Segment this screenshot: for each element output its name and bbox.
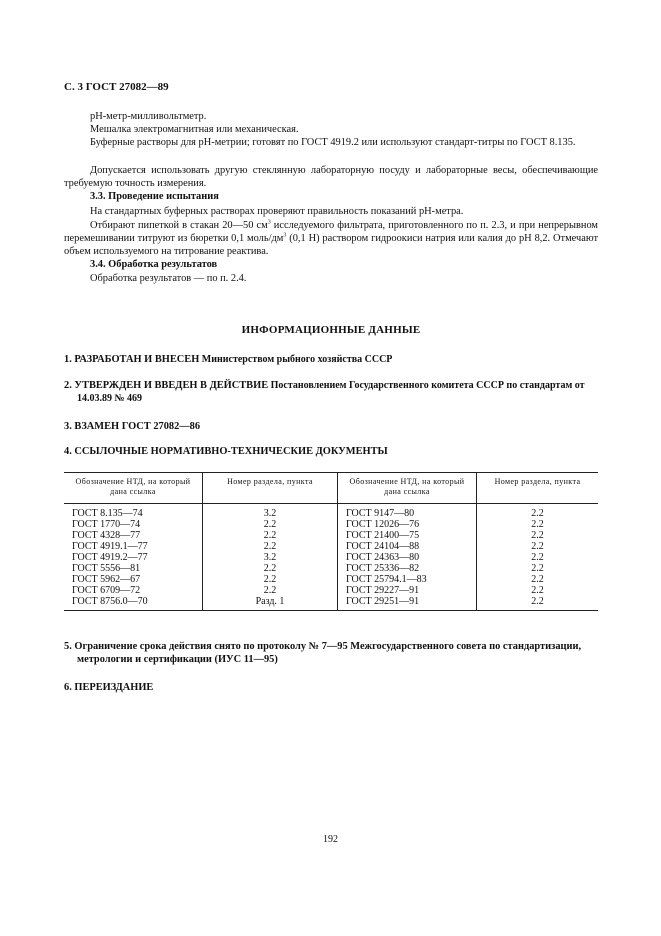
reference-table xyxy=(64,472,598,611)
info-item-4: 4. ССЫЛОЧНЫЕ НОРМАТИВНО-ТЕХНИЧЕСКИЕ ДОКУМЕНТЫ xyxy=(64,446,388,457)
table-row xyxy=(64,519,598,530)
table-cell: 2.2 xyxy=(477,596,599,611)
page-header: С. 3 ГОСТ 27082—89 xyxy=(64,81,169,93)
table-row xyxy=(64,585,598,596)
table-row xyxy=(64,530,598,541)
table-cell: 2.2 xyxy=(203,585,338,596)
body-line: рН-метр-милливольтметр. xyxy=(90,111,207,122)
table-cell: 2.2 xyxy=(203,541,338,552)
table-cell: 3.2 xyxy=(203,504,338,520)
table-cell: 2.2 xyxy=(203,563,338,574)
table-cell: ГОСТ 24104—88 xyxy=(338,541,477,552)
table-row xyxy=(64,596,598,611)
table-cell: ГОСТ 24363—80 xyxy=(338,552,477,563)
table-row xyxy=(64,541,598,552)
table-cell: ГОСТ 25794.1—83 xyxy=(338,574,477,585)
table-cell: ГОСТ 1770—74 xyxy=(72,519,141,530)
table-header: Номер раздела, пункта xyxy=(477,473,599,504)
table-cell: 2.2 xyxy=(477,552,599,563)
body-line: На стандартных буферных растворах проверяют правильность показаний рН-метра. xyxy=(90,206,464,217)
body-line: Обработка результатов — по п. 2.4. xyxy=(90,273,247,284)
info-item-6: 6. ПЕРЕИЗДАНИЕ xyxy=(64,682,154,693)
section-heading: 3.3. Проведение испытания xyxy=(90,191,219,202)
table-cell: ГОСТ 8756.0—70 xyxy=(64,596,203,611)
table-header: Обозначение НТД, на который дана ссылка xyxy=(338,473,477,504)
table-cell: 2.2 xyxy=(477,530,599,541)
table-cell: ГОСТ 25336—82 xyxy=(338,563,477,574)
body-paragraph: Допускается использовать другую стеклянную лабораторную посуду и лабораторные весы, обеспечивающие требуемую точность измерения. xyxy=(64,165,598,189)
table-cell: 2.2 xyxy=(477,563,599,574)
body-paragraph: Отбирают пипеткой в стакан 20—50 $см^3$ исследуемого фильтрата, приготовленного по п. 2.3, и при непрерывном перемешивании титруют из бюретки 0,1 моль/$дм^3$ (0,1 Н) раствором гидроокиси натрия или калия до рН 8,2. Отмечают объем используемого на титрование реактива. xyxy=(64,219,599,257)
table-cell: 2.2 xyxy=(477,504,599,520)
table-header: Номер раздела, пункта xyxy=(203,473,338,504)
table-cell: 2.2 xyxy=(477,541,599,552)
table-cell: 2.2 xyxy=(477,519,599,530)
table-cell: ГОСТ 4919.1—77 xyxy=(72,541,148,552)
table-cell: 2.2 xyxy=(203,530,338,541)
table-cell: ГОСТ 21400—75 xyxy=(338,530,477,541)
table-cell: ГОСТ 6709—72 xyxy=(72,585,141,596)
page-number: 192 xyxy=(323,834,338,845)
table-row xyxy=(64,552,598,563)
table-cell: ГОСТ 29227—91 xyxy=(338,585,477,596)
section-heading: 3.4. Обработка результатов xyxy=(90,259,218,270)
body-paragraph: Буферные растворы для рН-метрии; готовят по ГОСТ 4919.2 или используют стандарт-титры по ГОСТ 8.135. xyxy=(90,137,576,148)
table-cell: ГОСТ 4919.2—77 xyxy=(72,552,148,563)
table-cell: ГОСТ 29251—91 xyxy=(338,596,477,611)
table-cell: ГОСТ 5962—67 xyxy=(72,574,141,585)
body-line: Мешалка электромагнитная или механическая. xyxy=(90,124,299,135)
table-row xyxy=(64,504,598,520)
info-title: ИНФОРМАЦИОННЫЕ ДАННЫЕ xyxy=(241,324,421,336)
table-cell: ГОСТ 12026—76 xyxy=(338,519,477,530)
table-cell: ГОСТ 9147—80 xyxy=(338,504,477,520)
table-cell: ГОСТ 8.135—74 xyxy=(72,508,143,519)
table-cell: ГОСТ 5556—81 xyxy=(72,563,141,574)
info-item-3: 3. ВЗАМЕН ГОСТ 27082—86 xyxy=(64,421,201,432)
info-item-5: 5. Ограничение срока действия снято по протоколу № 7—95 Межгосударственного совета по стандартизации, метрологии и сертификации (ИУС 11—95) xyxy=(64,641,582,665)
table-header: Обозначение НТД, на который дана ссылка xyxy=(64,473,203,504)
table-cell: 2.2 xyxy=(203,574,338,585)
table-cell: Разд. 1 xyxy=(203,596,338,611)
table-row xyxy=(64,563,598,574)
table-cell: ГОСТ 4328—77 xyxy=(72,530,141,541)
info-item-1: 1. РАЗРАБОТАН И ВНЕСЕН Министерством рыбного хозяйства СССР xyxy=(64,354,393,365)
table-cell: 2.2 xyxy=(477,574,599,585)
info-item-2: 2. УТВЕРЖДЕН И ВВЕДЕН В ДЕЙСТВИЕ Постановлением Государственного комитета СССР по стандартам от 14.03.89 № 469 xyxy=(64,380,585,404)
table-cell: 2.2 xyxy=(203,519,338,530)
table-cell: 3.2 xyxy=(203,552,338,563)
table-row xyxy=(64,574,598,585)
table-cell: 2.2 xyxy=(477,585,599,596)
